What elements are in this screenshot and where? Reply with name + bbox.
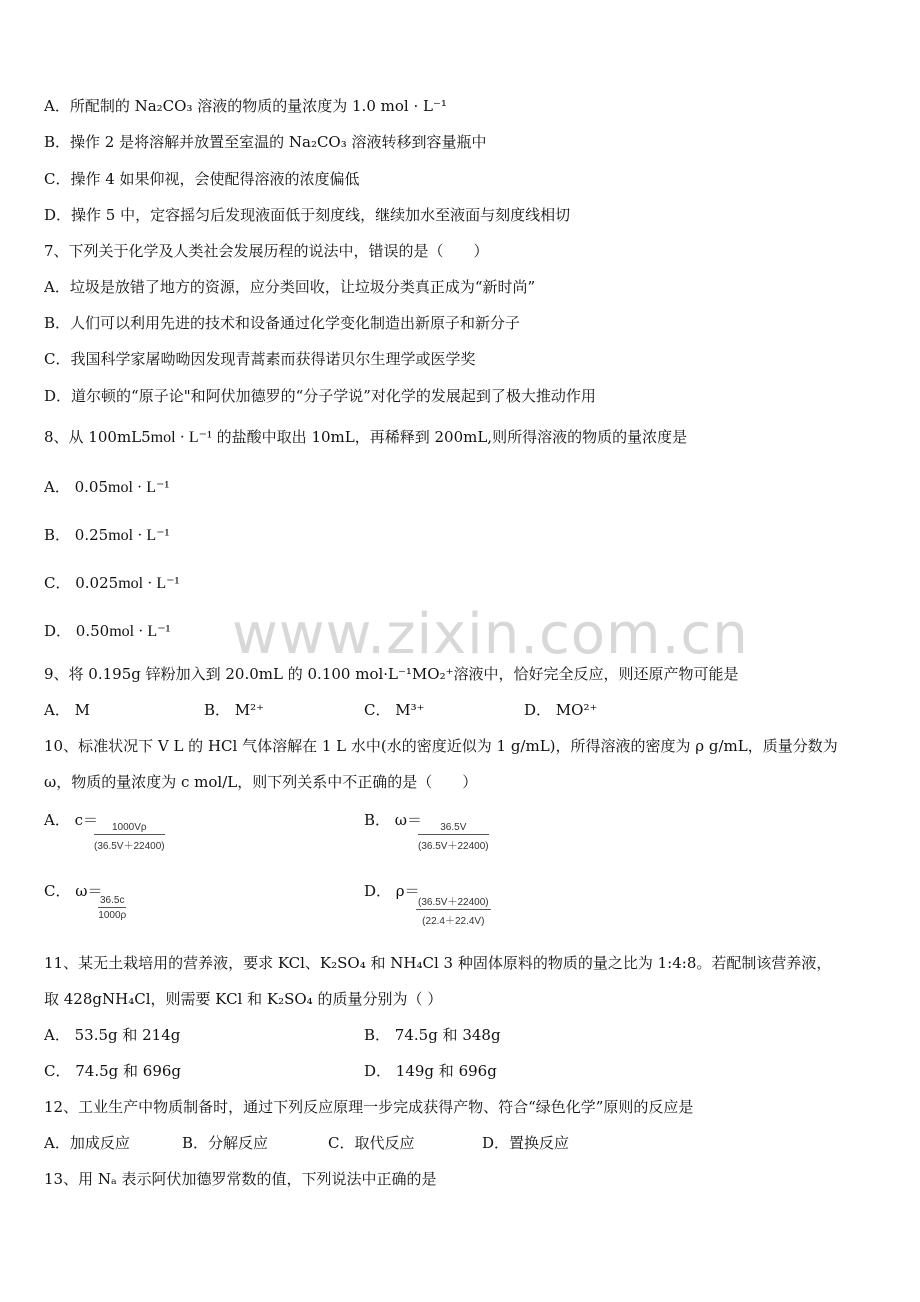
q9-option-b: B． M²⁺ xyxy=(204,701,265,719)
q11-stem-line2: 取 428gNH₄Cl，则需要 KCl 和 K₂SO₄ 的质量分别为（ ） xyxy=(44,990,443,1008)
q10-d-denominator: (22.4＋22.4V) xyxy=(416,909,491,927)
q10-option-b-label: B． ω＝ xyxy=(364,811,423,829)
q7-option-d: D．道尔顿的“原子论"和阿伏加德罗的“分子学说”对化学的发展起到了极大推动作用 xyxy=(44,387,596,405)
q10-option-c-label: C． ω＝ xyxy=(44,882,103,900)
q13-stem: 13、用 Nₐ 表示阿伏加德罗常数的值，下列说法中正确的是 xyxy=(44,1170,437,1188)
q10-a-numerator: 1000Vρ xyxy=(112,822,147,833)
q10-stem-line2: ω，物质的量浓度为 c mol/L，则下列关系中不正确的是（ ） xyxy=(44,773,478,791)
q10-option-a-label: A． c＝ xyxy=(44,811,99,829)
q8-option-b: B． 0.25mol · L⁻¹ xyxy=(44,526,170,544)
q12-option-d: D．置换反应 xyxy=(482,1134,570,1152)
q6-option-a: A．所配制的 Na₂CO₃ 溶液的物质的量浓度为 1.0 mol · L⁻¹ xyxy=(44,97,447,115)
q11-option-c: C． 74.5g 和 696g xyxy=(44,1062,182,1080)
q8-option-d: D． 0.50mol · L⁻¹ xyxy=(44,622,171,640)
q12-stem: 12、工业生产中物质制备时，通过下列反应原理一步完成获得产物、符合“绿色化学”原则的反应是 xyxy=(44,1098,694,1116)
q7-option-b: B．人们可以利用先进的技术和设备通过化学变化制造出新原子和新分子 xyxy=(44,314,521,332)
q12-option-c: C．取代反应 xyxy=(328,1134,415,1152)
q8-stem-part1: 8、从 100mL5 xyxy=(44,428,151,446)
q7-option-c: C．我国科学家屠呦呦因发现青蒿素而获得诺贝尔生理学或医学奖 xyxy=(44,350,476,368)
q11-option-d: D． 149g 和 696g xyxy=(364,1062,497,1080)
q8-option-c: C． 0.025mol · L⁻¹ xyxy=(44,574,180,592)
q10-option-c-fraction xyxy=(98,895,126,921)
q9-option-c: C． M³⁺ xyxy=(364,701,425,719)
q8-stem xyxy=(44,427,687,448)
q8-option-a: A． 0.05mol · L⁻¹ xyxy=(44,478,170,496)
q7-stem: 7、下列关于化学及人类社会发展历程的说法中，错误的是（ ） xyxy=(44,242,489,260)
q11-stem-line1: 11、某无土栽培用的营养液，要求 KCl、K₂SO₄ 和 NH₄Cl 3 种固体原料的物质的量之比为 1:4:8。若配制该营养液， xyxy=(44,954,832,972)
q6-option-d: D．操作 5 中，定容摇匀后发现液面低于刻度线，继续加水至液面与刻度线相切 xyxy=(44,206,571,224)
q9-option-a: A． M xyxy=(44,701,90,719)
q8-stem-part2: 的盐酸中取出 10mL，再稀释到 200mL,则所得溶液的物质的量浓度是 xyxy=(211,428,688,446)
q10-option-d-label: D． ρ＝ xyxy=(364,882,420,900)
q11-option-a: A． 53.5g 和 214g xyxy=(44,1026,181,1044)
q6-option-c: C．操作 4 如果仰视，会使配得溶液的浓度偏低 xyxy=(44,170,360,188)
q9-option-d: D． MO²⁺ xyxy=(524,701,598,719)
q12-option-a: A．加成反应 xyxy=(44,1134,130,1152)
q10-option-b-fraction xyxy=(418,822,489,852)
q10-d-numerator: (36.5V＋22400) xyxy=(418,897,489,908)
q12-option-b: B．分解反应 xyxy=(182,1134,269,1152)
q10-a-denominator: (36.5V＋22400) xyxy=(94,834,165,852)
q10-b-numerator: 36.5V xyxy=(440,822,467,833)
watermark: www.zixin.com.cn xyxy=(232,602,749,667)
q10-option-d-fraction xyxy=(416,893,491,927)
q9-stem: 9、将 0.195g 锌粉加入到 20.0mL 的 0.100 mol·L⁻¹MO₂⁺溶液中，恰好完全反应，则还原产物可能是 xyxy=(44,665,739,683)
q11-option-b: B． 74.5g 和 348g xyxy=(364,1026,501,1044)
q7-option-a: A．垃圾是放错了地方的资源，应分类回收，让垃圾分类真正成为“新时尚” xyxy=(44,278,536,296)
q6-option-b: B．操作 2 是将溶解并放置至室温的 Na₂CO₃ 溶液转移到容量瓶中 xyxy=(44,133,487,151)
q10-c-denominator: 1000ρ xyxy=(98,907,126,921)
q8-unit: mol · L⁻¹ xyxy=(150,429,212,446)
q10-b-denominator: (36.5V＋22400) xyxy=(418,834,489,852)
q10-c-numerator: 36.5c xyxy=(100,895,125,906)
q10-option-a-fraction xyxy=(94,822,165,852)
q10-stem-line1: 10、标准状况下 V L 的 HCl 气体溶解在 1 L 水中(水的密度近似为 1 g/mL)，所得溶液的密度为 ρ g/mL，质量分数为 xyxy=(44,737,838,755)
